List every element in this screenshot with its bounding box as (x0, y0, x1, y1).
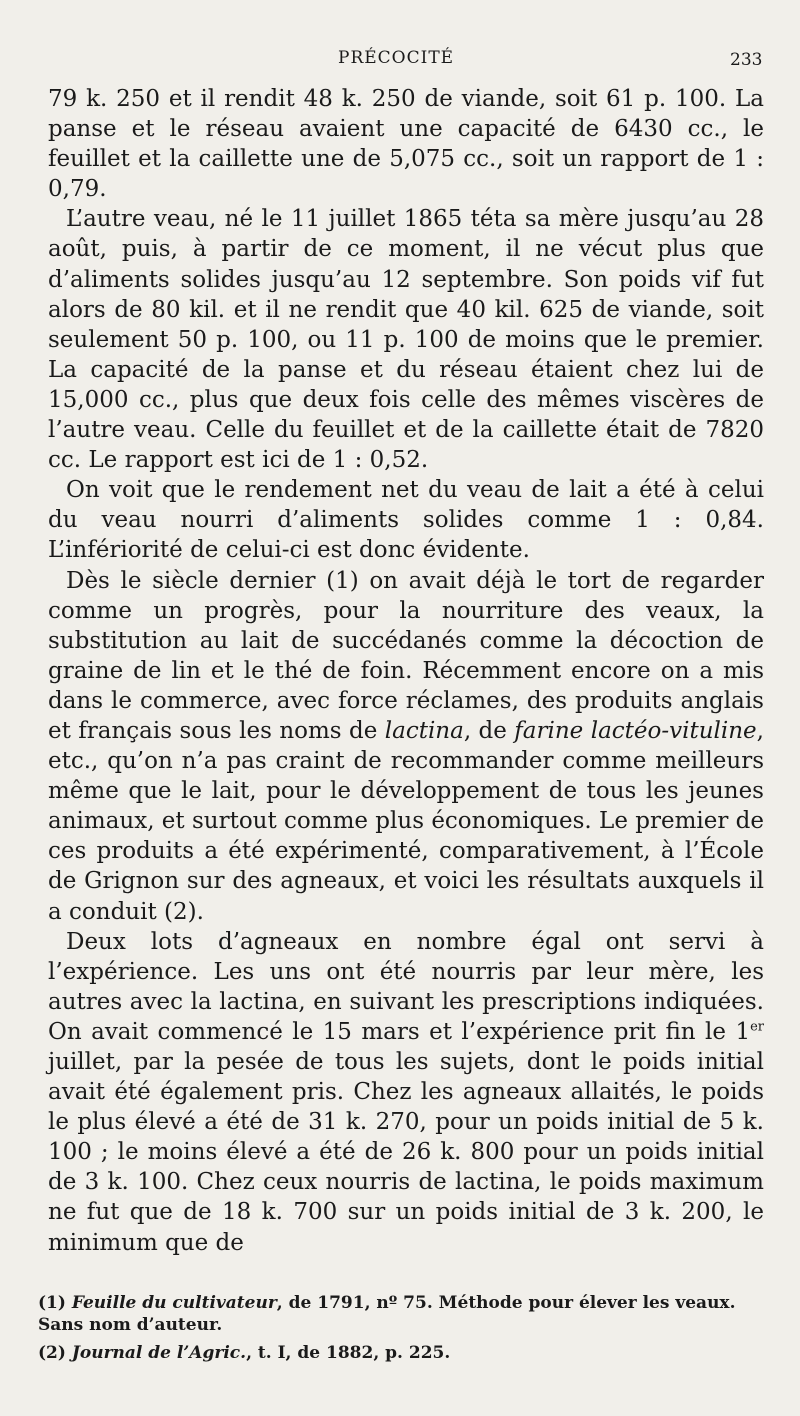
paragraph: L’autre veau, né le 11 juillet 1865 téta sa mère jusqu’au 28 août, puis, à partir de ce moment, il ne vécut plus que d’aliments solides jusqu’au 12 septembre. Son poids vif fut alors de 80 kil. et il ne rendit que 40 kil. 625 de viande, soit seulement 50 p. 100, ou 11 p. 100 de moins que le premier. La capacité de la panse et du réseau étaient chez lui de 15,000 cc., plus que deux fois celle des mêmes viscères de l’autre veau. Celle du feuillet et de la caillette était de 7820 cc. Le rapport est ici de 1 : 0,52. (48, 206, 764, 474)
italic-term: farine lactéo-vituline (514, 717, 757, 744)
footnote-mark: (2) (38, 1343, 66, 1363)
footnote-text: , t. I, de 1882, p. 225. (246, 1343, 451, 1363)
paragraph: On voit que le rendement net du veau de lait a été à celui du veau nourri d’aliments solides comme 1 : 0,84. L’infériorité de celui-ci est donc évidente. (48, 477, 764, 564)
page-number: 233 (730, 50, 763, 70)
footnote-source: Journal de l’Agric. (71, 1343, 247, 1363)
text-run: , etc., qu’on n’a pas craint de recommander comme meilleurs même que le lait, pour le développement de tous les jeunes animaux, et surtout comme plus économiques. Le premier de ces produits a été expérimenté, comparativement, à l’École de Grignon sur des agneaux, et voici les résultats auxquels il a conduit (2). (48, 717, 764, 925)
footnote-text: , de 1791, nº 75. Méthode pour élever les veaux. Sans nom d’auteur. (38, 1293, 736, 1335)
paragraph: 79 k. 250 et il rendit 48 k. 250 de viande, soit 61 p. 100. La panse et le réseau avaient une capacité de 6430 cc., le feuillet et la caillette une de 5,075 cc., soit un rapport de 1 : 0,79. (48, 86, 764, 203)
footnotes (38, 1292, 768, 1370)
running-title: PRÉCOCITÉ (338, 48, 455, 68)
main-text (48, 84, 764, 1258)
text-run: , de (463, 717, 515, 744)
paragraph (48, 927, 764, 1258)
text-run: Dès le siècle dernier (1) on avait déjà le tort de regarder comme un progrès, pour la nourriture des veaux, la substitution au lait de succédanés comme la décoction de graine de lin et le thé de foin. Récemment encore on a mis dans le commerce, avec force réclames, des produits anglais et français sous les noms de (48, 567, 764, 744)
text-run: Deux lots d’agneaux en nombre égal ont servi à l’expérience. Les uns ont été nourris par leur mère, les autres avec la lactina, en suivant les prescriptions indiquées. On avait commencé le 15 mars et l’expérience prit fin le 1 (48, 928, 764, 1045)
italic-term: lactina (384, 717, 464, 744)
footnote (38, 1342, 768, 1364)
ordinal-superscript: er (750, 1019, 764, 1035)
footnote-source: Feuille du cultivateur (71, 1293, 277, 1313)
text-run: juillet, par la pesée de tous les sujets, dont le poids initial avait été également pris. Chez les agneaux allaités, le poids le plus élevé a été de 31 k. 270, pour un poids initial de 5 k. 100 ; le moins élevé a été de 26 k. 800 pour un poids initial de 3 k. 100. Chez ceux nourris de lactina, le poids maximum ne fut que de 18 k. 700 sur un poids initial de 3 k. 200, le minimum que de (48, 1049, 764, 1256)
running-header (0, 44, 800, 74)
paragraph (48, 566, 764, 927)
footnote-mark: (1) (38, 1293, 66, 1313)
footnote (38, 1292, 768, 1336)
